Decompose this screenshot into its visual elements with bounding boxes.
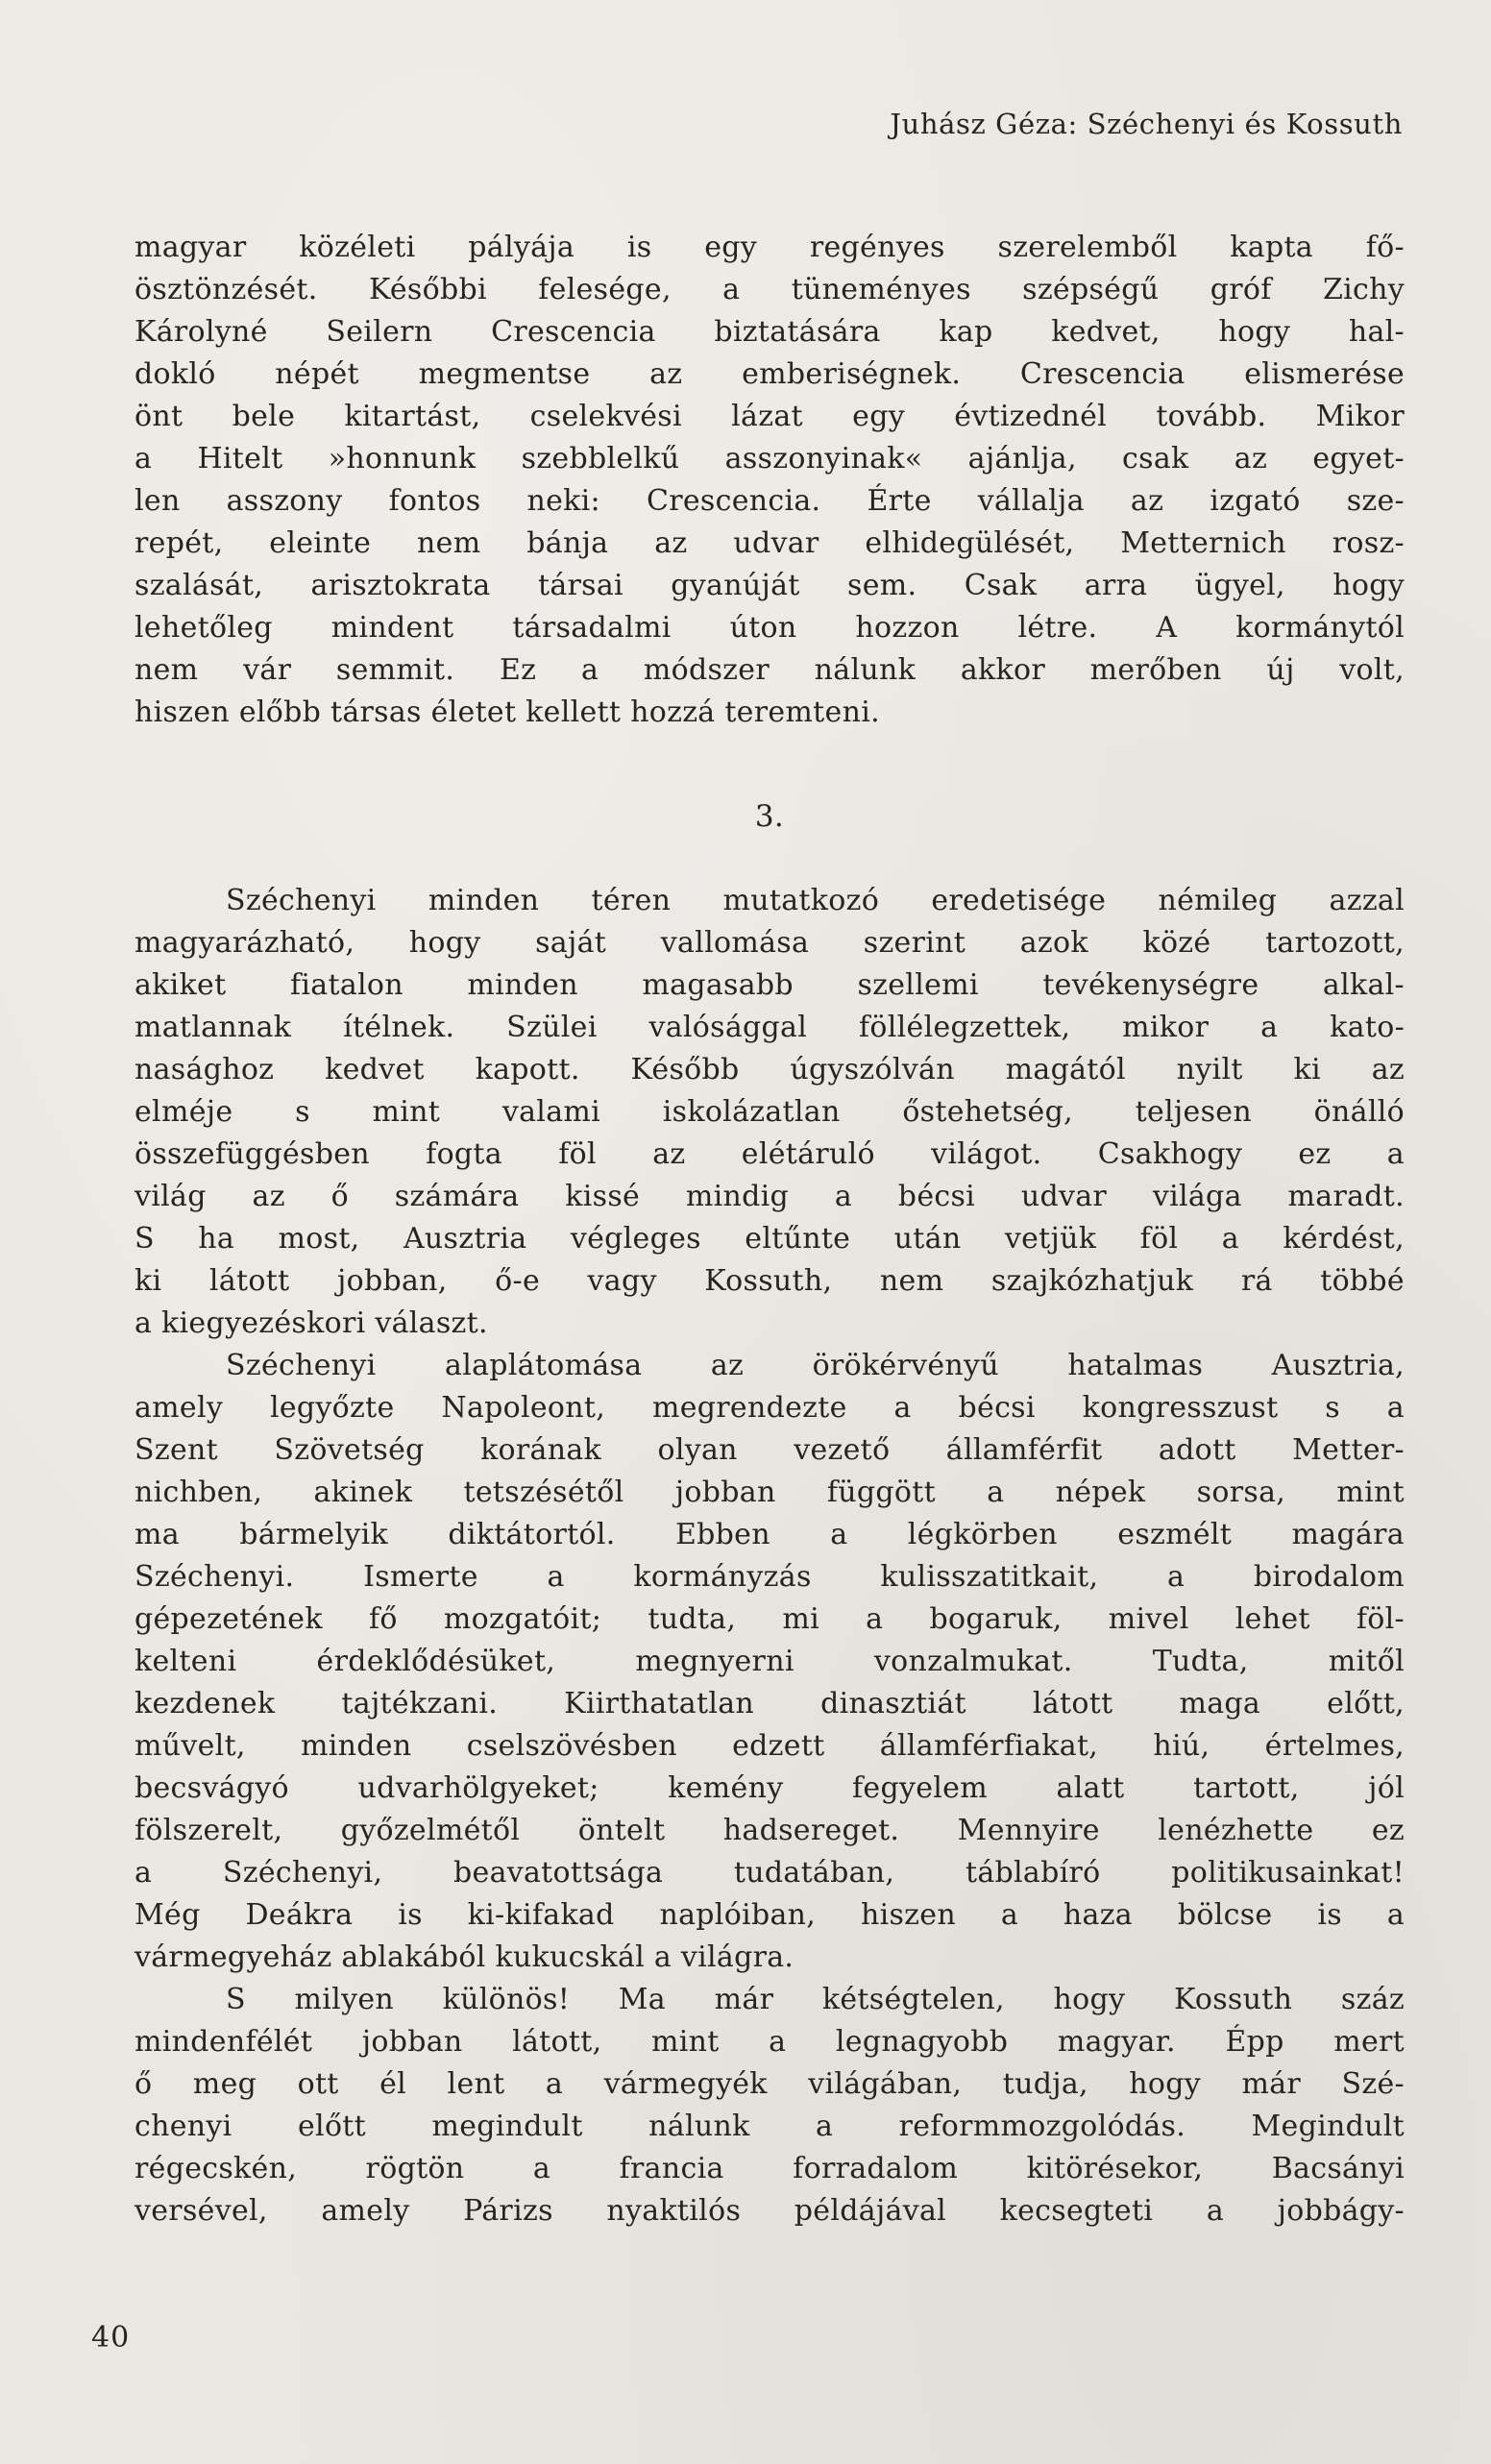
text-line: vármegyeház ablakából kukucskál a világra. xyxy=(134,1940,794,1974)
text-line: S milyen különös! Ma már kétségtelen, hogy Kossuth száz xyxy=(226,1983,1405,2016)
text-line: S ha most, Ausztria végleges eltűnte után vetjük föl a kérdést, xyxy=(134,1222,1405,1256)
text-line: repét, eleinte nem bánja az udvar elhidegülését, Metternich rosz- xyxy=(134,526,1405,560)
text-line: hiszen előbb társas életet kellett hozzá teremteni. xyxy=(134,695,880,729)
text-line: ma bármelyik diktátortól. Ebben a légkörben eszmélt magára xyxy=(134,1518,1405,1551)
text-line: Még Deákra is ki-kifakad naplóiban, hiszen a haza bölcse is a xyxy=(134,1898,1405,1932)
paragraph xyxy=(134,1345,1405,1979)
page-number: 40 xyxy=(91,2321,131,2354)
text-line: Széchenyi minden téren mutatkozó eredetisége némileg azzal xyxy=(226,884,1405,917)
text-line: mindenfélét jobban látott, mint a legnagyobb magyar. Épp mert xyxy=(134,2025,1405,2059)
text-line: a Széchenyi, beavatottsága tudatában, táblabíró politikusainkat! xyxy=(134,1856,1405,1890)
text-line: gépezetének fő mozgatóit; tudta, mi a bogaruk, mivel lehet föl- xyxy=(134,1602,1405,1636)
text-line: magyarázható, hogy saját vallomása szerint azok közé tartozott, xyxy=(134,926,1405,960)
text-line: amely legyőzte Napoleont, megrendezte a bécsi kongresszust s a xyxy=(134,1391,1405,1425)
text-line: becsvágyó udvarhölgyeket; kemény fegyelem alatt tartott, jól xyxy=(134,1771,1405,1805)
text-line: chenyi előtt megindult nálunk a reformmozgolódás. Megindult xyxy=(134,2110,1405,2143)
text-line: szalását, arisztokrata társai gyanúját sem. Csak arra ügyel, hogy xyxy=(134,569,1405,602)
text-line: len asszony fontos neki: Crescencia. Érte vállalja az izgató sze- xyxy=(134,484,1405,518)
text-line: a Hitelt »honnunk szebblelkű asszonyinak« ajánlja, csak az egyet- xyxy=(134,442,1405,476)
text-line: ki látott jobban, ő-e vagy Kossuth, nem szajkózhatjuk rá többé xyxy=(134,1264,1405,1298)
text-line: elméje s mint valami iskolázatlan őstehetség, teljesen önálló xyxy=(134,1095,1405,1129)
text-line: nichben, akinek tetszésétől jobban függött a népek sorsa, mint xyxy=(134,1476,1405,1509)
text-line: fölszerelt, győzelmétől öntelt hadsereget. Mennyire lenézhette ez xyxy=(134,1814,1405,1847)
text-line: versével, amely Párizs nyaktilós példájával kecsegteti a jobbágy- xyxy=(134,2194,1405,2228)
text-line: lehetőleg mindent társadalmi úton hozzon létre. A kormánytól xyxy=(134,611,1405,645)
text-line: dokló népét megmentse az emberiségnek. Crescencia elismerése xyxy=(134,357,1405,391)
paragraph xyxy=(134,1979,1405,2232)
text-line: önt bele kitartást, cselekvési lázat egy évtizednél tovább. Mikor xyxy=(134,400,1405,433)
text-line: ösztönzését. Későbbi felesége, a tüneményes szépségű gróf Zichy xyxy=(134,273,1405,306)
text-line: matlannak ítélnek. Szülei valósággal föllélegzettek, mikor a kato- xyxy=(134,1011,1405,1044)
text-line: Széchenyi alaplátomása az örökérvényű hatalmas Ausztria, xyxy=(226,1349,1405,1382)
text-line: régecskén, rögtön a francia forradalom kitörésekor, Bacsányi xyxy=(134,2152,1405,2185)
section-number: 3. xyxy=(754,799,785,834)
text-line: a kiegyezéskori választ. xyxy=(134,1306,488,1340)
text-line: Károlyné Seilern Crescencia biztatására kap kedvet, hogy hal- xyxy=(134,315,1405,349)
text-line: világ az ő számára kissé mindig a bécsi udvar világa maradt. xyxy=(134,1180,1405,1213)
text-line: magyar közéleti pályája is egy regényes szerelemből kapta fő- xyxy=(134,231,1405,264)
body-text xyxy=(134,227,1405,2232)
text-line: összefüggésben fogta föl az elétáruló világot. Csakhogy ez a xyxy=(134,1137,1405,1171)
text-line: Szent Szövetség korának olyan vezető államférfit adott Metter- xyxy=(134,1433,1405,1467)
paragraph xyxy=(134,227,1405,734)
text-line: Széchenyi. Ismerte a kormányzás kulisszatitkait, a birodalom xyxy=(134,1560,1405,1594)
text-line: kezdenek tajtékzani. Kiirthatatlan dinasztiát látott maga előtt, xyxy=(134,1687,1405,1720)
text-line: nasághoz kedvet kapott. Később úgyszólván magától nyilt ki az xyxy=(134,1053,1405,1086)
text-line: nem vár semmit. Ez a módszer nálunk akkor merőben új volt, xyxy=(134,653,1405,687)
text-line: művelt, minden cselszövésben edzett államférfiakat, hiú, értelmes, xyxy=(134,1729,1405,1763)
text-line: kelteni érdeklődésüket, megnyerni vonzalmukat. Tudta, mitől xyxy=(134,1645,1405,1678)
text-line: ő meg ott él lent a vármegyék világában, tudja, hogy már Szé- xyxy=(134,2067,1405,2101)
paragraph xyxy=(134,880,1405,1345)
running-header: Juhász Géza: Széchenyi és Kossuth xyxy=(890,108,1403,140)
text-line: akiket fiatalon minden magasabb szellemi tevékenységre alkal- xyxy=(134,968,1405,1002)
